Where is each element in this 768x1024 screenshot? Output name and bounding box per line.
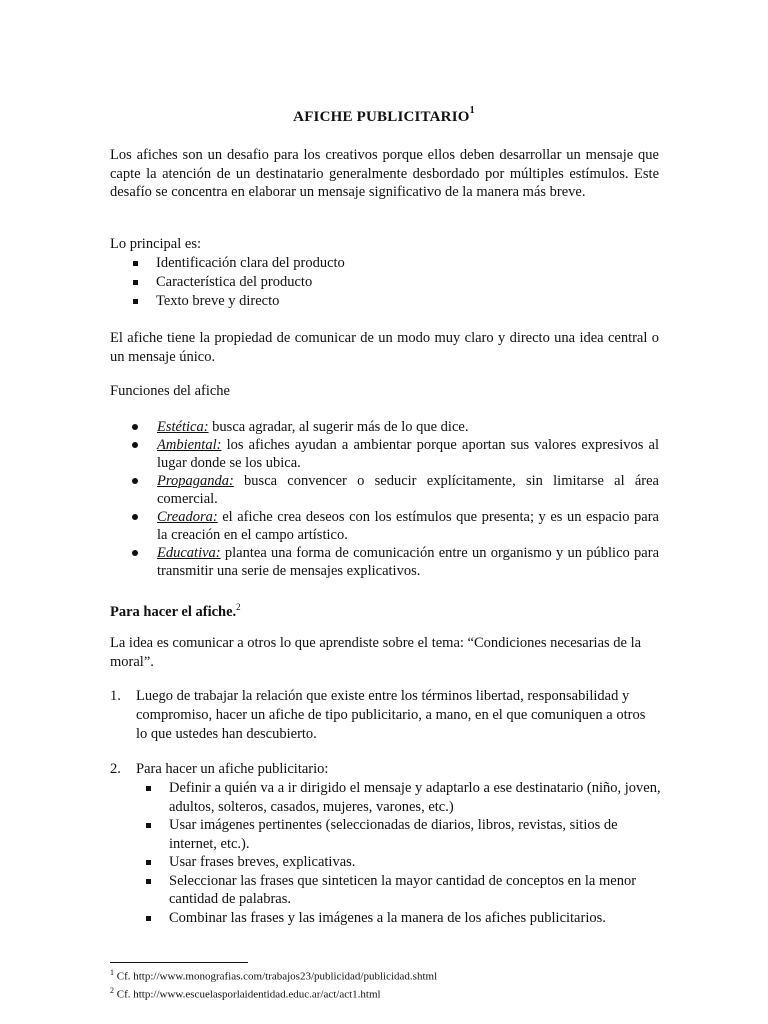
footnote-divider: [110, 962, 248, 963]
footnote-ref-2: 2: [236, 602, 241, 612]
step-item: 2. Para hacer un afiche publicitario:: [110, 761, 329, 777]
list-item: Seleccionar las frases que sinteticen la mayor cantidad de conceptos en la menor cantidad de palabras.: [143, 872, 661, 909]
list-item: Usar frases breves, explicativas.: [143, 853, 661, 872]
list-item: Ambiental: los afiches ayudan a ambientar porque aportan sus valores expresivos al lugar donde se los ubica.: [133, 436, 659, 472]
step-number: 1.: [110, 688, 121, 704]
step2-list: [143, 779, 661, 927]
list-item: Definir a quién va a ir dirigido el mensaje y adaptarlo a ese destinatario (niño, joven, adultos, solteros, casados, mujeres, varones, etc.): [143, 779, 661, 816]
list-item: Creadora: el afiche crea deseos con los estímulos que presenta; y es un espacio para la creación en el campo artístico.: [133, 508, 659, 544]
list-item: Educativa: plantea una forma de comunicación entre un organismo y un público para transmitir una serie de mensajes explicativos.: [133, 544, 659, 580]
step-number: 2.: [110, 761, 121, 777]
idea-paragraph: La idea es comunicar a otros lo que aprendiste sobre el tema: “Condiciones necesarias de la moral”.: [110, 635, 642, 670]
function-term: Ambiental:: [157, 437, 222, 453]
footnote-1: $^1$ Cf. http://www.monografias.com/trabajos23/publicidad/publicidad.shtml: [110, 968, 438, 983]
principal-label: Lo principal es:: [110, 236, 202, 252]
list-item: Usar imágenes pertinentes (seleccionadas de diarios, libros, revistas, sitios de internet, etc.).: [143, 816, 661, 853]
functions-list: [133, 418, 659, 580]
footnote-2: $^2$ Cf. http://www.escuelasporlaidentidad.educ.ar/act/act1.html: [110, 985, 381, 1001]
footnote-ref-1: 1: [469, 105, 475, 116]
list-item: Texto breve y directo: [130, 292, 650, 311]
functions-label: Funciones del afiche: [110, 383, 230, 399]
list-item: Identificación clara del producto: [130, 254, 650, 273]
page-title: AFICHE PUBLICITARIO$^1$: [293, 105, 475, 125]
list-item: Combinar las frases y las imágenes a la manera de los afiches publicitarios.: [143, 909, 661, 928]
steps-list: [110, 760, 659, 779]
footnotes: [110, 962, 437, 1001]
function-term: Estética:: [157, 419, 209, 435]
step-item: 1. Luego de trabajar la relación que existe entre los términos libertad, responsabilidad y compromiso, hacer un afiche de tipo publicitario, a mano, en el que comuniquen a otros lo que ustedes han descubierto.: [110, 688, 646, 742]
function-term: Creadora:: [157, 509, 218, 525]
list-item: Característica del producto: [130, 273, 650, 292]
steps-list: [110, 687, 659, 744]
function-term: Propaganda:: [157, 473, 234, 489]
list-item: Propaganda: busca convencer o seducir explícitamente, sin limitarse al área comercial.: [133, 472, 659, 508]
list-item: Estética: busca agradar, al sugerir más de lo que dice.: [133, 418, 659, 436]
property-paragraph: El afiche tiene la propiedad de comunicar de un modo muy claro y directo una idea central o un mensaje único.: [110, 330, 659, 365]
intro-paragraph: Los afiches son un desafio para los creativos porque ellos deben desarrollar un mensaje que capte la atención de un destinatario generalmente desbordado por múltiples estímulos. Este desafío se concentra en elaborar un mensaje significativo de la manera más breve.: [110, 147, 659, 200]
principal-list: [130, 254, 650, 311]
function-term: Educativa:: [157, 545, 221, 561]
howto-heading: Para hacer el afiche.$^2$: [110, 602, 241, 620]
